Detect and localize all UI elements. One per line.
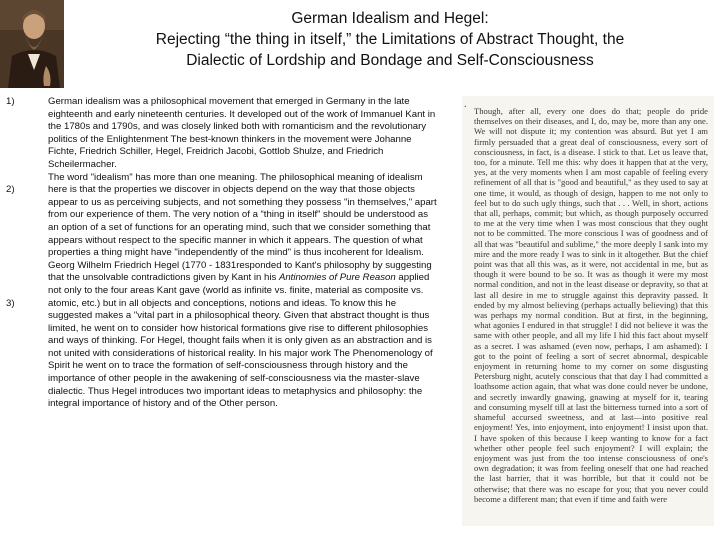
list-item-3 — [48, 260, 440, 411]
item-number-1: 1) — [6, 96, 15, 107]
portrait-illustration — [0, 0, 64, 88]
scan-body: Though, after all, every one does do that; people do pride themselves on their diseases, and I, do, may be, more than any one. We will not dispute it; my contention was absurd. But yet I am firmly persuaded that a great deal of consciousness, every sort of consciousness, in fact, is a disease. I stick to that. Let us leave that, too, for a minute. Tell me this: why does it happen that at the very, yes, at the very moments when I am most capable of feeling every refinement of all that is "good and beautiful," as they used to say at one time, it would, as though of design, happen to me not only to feel but to do such ugly things, such that . . . Well, in short, actions that all, perhaps, commit; but which, as though purposely occurred to me at the very time when I was most conscious that they ought not to be committed. The more conscious I was of goodness and of all that was "beautiful and sublime," the more deeply I sank into my mire and the more ready I was to sink in it altogether. But the chief point was that all this was, as it were, not accidental in me, but as though it were bound to be so. It was as though it were my most normal condition, and not in the least disease or depravity, so that at last all desire in me to struggle against this depravity passed. It ended by my almost believing (perhaps actually believing) that this was perhaps my normal condition. But at first, in the beginning, what agonies I endured in that struggle! I did not believe it was the same with other people, and all my life I hid this fact about myself as a secret. I was ashamed (even now, perhaps, I am ashamed): I got to the point of feeling a sort of secret abnormal, despicable enjoyment in returning home to my corner on some disgusting Petersburg night, acutely conscious that that day I had committed a loathsome action again, that what was done could never be undone, and secretly inwardly gnawing, gnawing at myself for it, tearing and consuming myself till at last the bitterness turned into a sort of shameful accursed sweetness, and at last—into positive real enjoyment! Yes, into enjoyment, into enjoyment! I insist upon that. I have spoken of this because I keep wanting to know for a fact whether other people feel such enjoyment? I will explain; the enjoyment was just from the too intense consciousness of one's own degradation; it was from feeling oneself that one had reached the last barrier, that it was horrible, but that it could not be otherwise; that there was no escape for you; that you never could become a different man; that even if time and faith were — [474, 106, 708, 504]
list-item-3-text-b: applied not only to the four areas Kant gave (world as infinite vs. finite, material as composite vs. atomic, etc.) but in all objects and conceptions, notions and ideas. To know this he suggested makes a "vital part in a philosophical theory. Given that abstract thought is thus limited, he went on to consider how historical formations give rise to different philosophies and ways of thinking. For Hegel, thought fails when it is only given as an abstraction and is not united with considerations of historical reality. In his major work The Phenomenology of Spirit he went on to trace the formation of self-consciousness through history and the importance of other people in the awakening of self-consciousness via the master-slave dialectic. Thus Hegel introduces two important ideas to metaphysics and philosophy: the integral importance of history and of the Other person. — [48, 272, 433, 410]
scan-marker: . — [464, 99, 467, 110]
list-item-3-italic-title: Antinomies of Pure Reason — [278, 272, 396, 284]
numbered-list — [48, 96, 440, 411]
item-number-2: 2) — [6, 184, 15, 196]
scanned-text-excerpt — [462, 96, 714, 526]
list-item-1: German idealism was a philosophical movement that emerged in Germany in the late eighteenth and early nineteenth centuries. It developed out of the work of Immanuel Kant in the 1780s and 1790s, and was closely linked both with romanticism and the revolutionary politics of the Enlightenment The best-known thinkers in the movement were Johanne Fichte, Friedrich Schiller, Hegel, Freidrich Jacobi, Gottlob Shulze, and Friedrich Scheilermacher. — [48, 96, 436, 170]
page-title — [90, 8, 690, 71]
title-line-2: Rejecting “the thing in itself,” the Limitations of Abstract Thought, the — [155, 31, 625, 48]
item-number-3: 3) — [6, 297, 15, 309]
title-line-1: German Idealism and Hegel: — [291, 10, 489, 27]
author-portrait — [0, 0, 64, 88]
list-item-3-text-a: Georg Wilhelm Friedrich Hegel (1770 - 1831responded to Kant's philosophy by suggesting that the unsolvable contradictions given by Kant in his — [48, 259, 432, 284]
title-line-3: Dialectic of Lordship and Bondage and Self-Consciousness — [186, 52, 594, 69]
list-item-2: The word "idealism" has more than one meaning. The philosophical meaning of idealism here is that the properties we discover in objects depend on the way that those objects appear to us as perceiving subjects, and not something they possess "in themselves," apart from our experience of them. The very notion of a “thing in itself” should be understood as an option of a set of functions for an operating mind, such that we consider something that appears without respect to the specific manner in which it appears. The question of what properties a thing might have "independently of the mind" is thus incoherent for Idealism. — [48, 171, 437, 259]
